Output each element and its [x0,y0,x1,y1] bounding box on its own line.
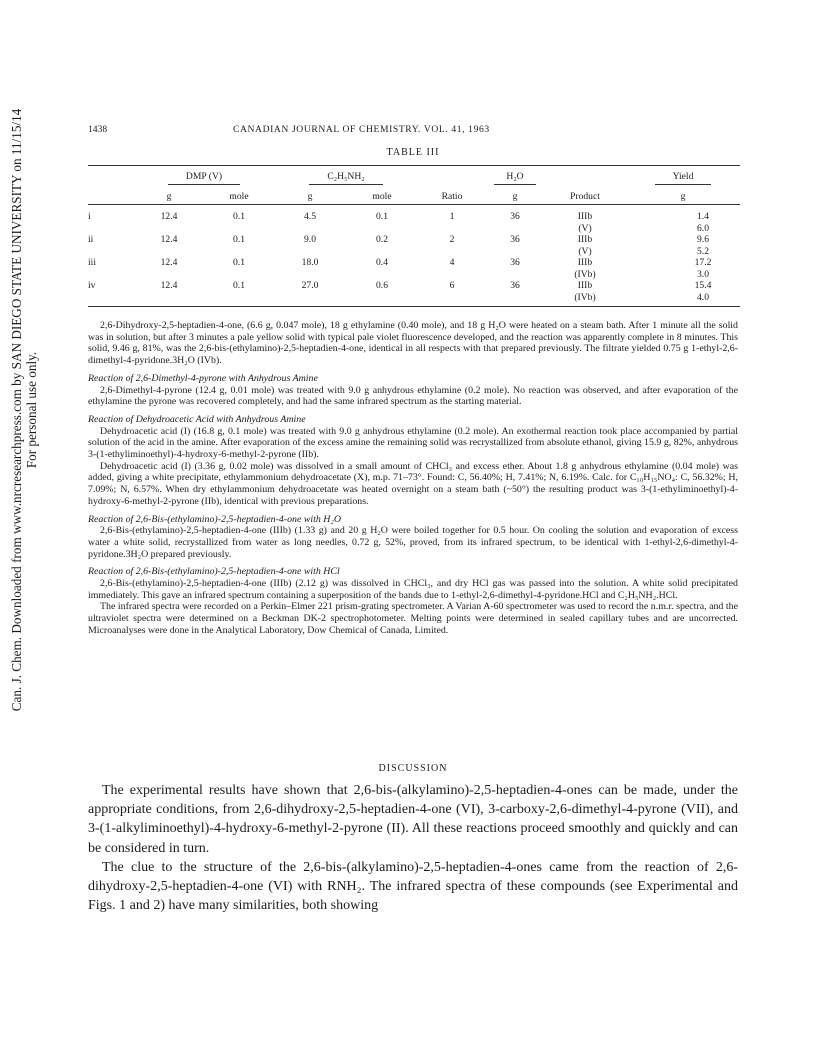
cell-amine-g: 4.5 [304,211,316,222]
cell-dmp-g: 12.4 [160,211,178,222]
cell-yield [626,234,740,257]
col-header-dmp-g: g [166,190,172,202]
yield-value: 9.6 [697,234,709,245]
cell-amine-mole: 0.6 [376,280,388,291]
paragraph: 2,6-Bis-(ethylamino)-2,5-heptadien-4-one (IIIb) (2.12 g) was dissolved in CHCl₃, and dry HCl gas was passed into the solution. A white solid precipitated immediately. This gave an infrared spectrum containing a superposition of the bands due to 1-ethyl-2,6-dimethyl-4-pyridone.HCl and C₂H₅NH₂.HCl. [88,578,738,601]
paragraph: 2,6-Bis-(ethylamino)-2,5-heptadien-4-one (IIIb) (1.33 g) and 20 g H₂O were boiled together for 0.5 hour. On cooling the solution and evaporation of excess water a white solid, recrystallized from water as long needles, 0.72 g, 52%, proved, from its infrared spectrum, to be identical with 1-ethyl-2,6-dimethyl-4-pyridone.3H₂O prepared previously. [88,525,738,560]
results-table [88,165,740,307]
cell-ratio: 6 [449,280,455,291]
table-subheader-row [88,185,740,205]
page-number: 1438 [88,124,108,135]
cell-amine-mole: 0.2 [376,234,388,245]
table-row [88,234,740,257]
cell-amine-mole: 0.4 [376,257,388,268]
cell-yield [626,280,740,303]
subsection-heading: Reaction of Dehydroacetic Acid with Anhydrous Amine [88,413,306,425]
cell-product [544,211,626,234]
cell-dmp-g: 12.4 [160,234,178,245]
cell-yield [626,211,740,234]
table-row [88,257,740,280]
download-notice-line: Can. J. Chem. Downloaded from www.nrcresearchpress.com by SAN DIEGO STATE UNIVERSITY on 11/15/14 [9,108,24,712]
table-row [88,280,740,303]
cell-dmp-g: 12.4 [160,280,178,291]
cell-water-g: 36 [510,280,520,291]
product-name: IIIb [577,280,593,291]
yield-value: 5.2 [697,245,709,257]
paragraph: The clue to the structure of the 2,6-bis-(alkylamino)-2,5-heptadien-4-ones came from the reaction of 2,6-dihydroxy-2,5-heptadien-4-one (VI) with RNH₂. The infrared spectra of these compounds (see Experimental and Figs. 1 and 2) have many similarities, both showing [88,859,738,914]
product-name: (V) [578,245,592,257]
paragraph: The experimental results have shown that 2,6-bis-(alkylamino)-2,5-heptadien-4-ones can be made, under the appropriate conditions, from 2,6-dihydroxy-2,5-heptadien-4-one (VI), 3-carboxy-2,6-dimethyl-4-pyrone (VII), and 3-(1-alkyliminoethyl)-4-hydroxy-6-methyl-2-pyrone (II). All these reactions proceed smoothly and quickly and can be considered in turn. [88,783,738,856]
cell-amine-g: 9.0 [304,234,316,245]
cell-water-g: 36 [510,257,520,268]
yield-value: 3.0 [697,268,709,280]
yield-value: 15.4 [694,280,712,291]
discussion-section [88,781,738,915]
product-name: IIIb [577,211,593,222]
group-header-dmp: DMP (V) [168,171,240,185]
cell-water-g: 36 [510,234,520,245]
cell-ratio: 2 [449,234,455,245]
group-header-yield: Yield [655,171,712,185]
yield-value: 4.0 [697,291,709,303]
product-name: IIIb [577,234,593,245]
cell-dmp-mole: 0.1 [233,257,245,268]
paragraph: Dehydroacetic acid (I) (3.36 g, 0.02 mole) was dissolved in a small amount of CHCl₃ and excess ether. About 1.8 g anhydrous ethylamine (0.04 mole) was added, giving a white precipitate, ethylammonium dehydroacetate (X), m.p. 71–73°. Found: C, 56.40%; H, 7.41%; N, 6.19%. Calc. for C₁₀H₁₅NO₄: C, 56.32%; H, 7.09%; N, 6.57%. When dry ethylammonium dehydroacetate was heated overnight on a steam bath (~50°) the resulting product was 3-(1-ethyliminoethyl)-4-hydroxy-6-methyl-2-pyrone (IIb), identical with previous preparations. [88,460,738,507]
col-header-product: Product [570,190,600,202]
group-header-amine: C₂H₅NH₂ [309,171,382,185]
cell-amine-g: 27.0 [301,280,319,291]
cell-dmp-mole: 0.1 [233,280,245,291]
col-header-yield-g: g [680,190,686,202]
table-row [88,211,740,234]
paragraph: The infrared spectra were recorded on a Perkin–Elmer 221 prism-grating spectrometer. A Varian A-60 spectrometer was used to record the n.m.r. spectra, and the ultraviolet spectra were determined on a Beckman DK-2 spectrophotometer. Melting points were determined in sealed capillary tubes and are uncorrected. Microanalyses were done in the Analytical Laboratory, Dow Chemical of Canada, Limited. [88,601,738,636]
cell-yield [626,257,740,280]
cell-product [544,257,626,280]
cell-ratio: 4 [449,257,455,268]
yield-value: 6.0 [697,222,709,234]
cell-amine-mole: 0.1 [376,211,388,222]
col-header-ratio: Ratio [441,190,463,202]
product-name: (V) [578,222,592,234]
table-title: TABLE III [386,147,440,158]
subsection-heading: Reaction of 2,6-Bis-(ethylamino)-2,5-heptadien-4-one with H₂O [88,513,341,525]
cell-water-g: 36 [510,211,520,222]
product-name: IIIb [577,257,593,268]
personal-use-notice: For personal use only. [24,351,39,469]
row-label: iv [88,280,96,291]
cell-product [544,234,626,257]
cell-ratio: 1 [449,211,455,222]
col-header-dmp-mole: mole [229,190,249,202]
paragraph: 2,6-Dihydroxy-2,5-heptadien-4-one, (6.6 g, 0.047 mole), 18 g ethylamine (0.40 mole), and 18 g H₂O were heated on a steam bath. After 1 minute all the solid was in solution, but after 3 minutes a pale yellow solid with typical pale violet fluorescence developed, and the reaction was apparently complete in 8 minutes. This solid, 9.46 g, 81%, was the 2,6-bis-(ethylamino)-2,5-heptadien-4-one, identical in all respects with that prepared previously. The filtrate yielded 0.75 g 1-ethyl-2,6-dimethyl-4-pyridone.3H₂O (IVb). [88,320,738,367]
group-header-water: H₂O [494,171,535,185]
subsection-heading: Reaction of 2,6-Bis-(ethylamino)-2,5-heptadien-4-one with HCl [88,566,340,578]
row-label: i [88,211,91,222]
cell-amine-g: 18.0 [301,257,319,268]
yield-value: 17.2 [694,257,712,268]
journal-title: CANADIAN JOURNAL OF CHEMISTRY. VOL. 41, 1963 [233,124,490,135]
cell-product [544,280,626,303]
cell-dmp-g: 12.4 [160,257,178,268]
col-header-amine-g: g [307,190,313,202]
row-label: iii [88,257,96,268]
col-header-water-g: g [512,190,518,202]
discussion-heading: DISCUSSION [378,763,448,774]
product-name: (IVb) [574,268,596,280]
experimental-section [88,320,738,637]
paragraph: Dehydroacetic acid (I) (16.8 g, 0.1 mole) was treated with 9.0 g anhydrous ethylamine (0.2 mole). An exothermal reaction took place accompanied by partial solution of the acid in the amine. After evaporation of the excess amine the remaining solid was recrystallized from absolute ethanol, giving 15.9 g, 82%, anhydrous 3-(1-ethyliminoethyl)-4-hydroxy-6-methyl-2-pyrone (IIb). [88,425,738,461]
col-header-amine-mole: mole [372,190,392,202]
product-name: (IVb) [574,291,596,303]
cell-dmp-mole: 0.1 [233,211,245,222]
running-header [88,124,738,138]
subsection-heading: Reaction of 2,6-Dimethyl-4-pyrone with Anhydrous Amine [88,372,318,384]
download-notice-sidebar [4,108,44,712]
row-label: ii [88,234,94,245]
yield-value: 1.4 [697,211,709,222]
cell-dmp-mole: 0.1 [233,234,245,245]
paragraph: 2,6-Dimethyl-4-pyrone (12.4 g, 0.01 mole) was treated with 9.0 g anhydrous ethylamine (0.2 mole). No reaction was observed, and after evaporation of the ethylamine the pyrone was recovered completely, and had the same infrared spectrum as the starting material. [88,384,738,408]
table-group-header-row [88,171,740,185]
